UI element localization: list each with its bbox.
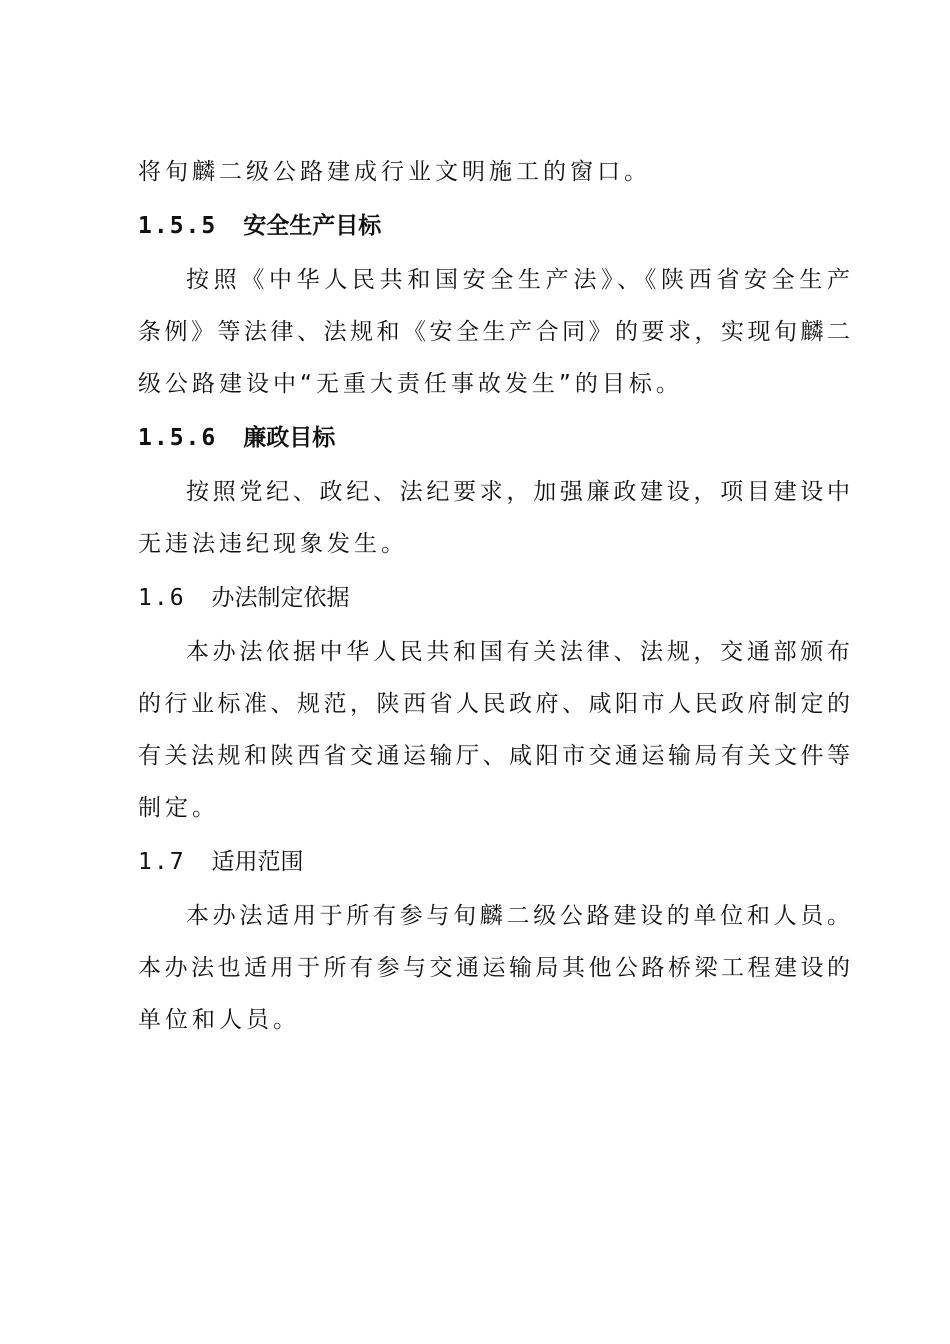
document-page bbox=[138, 146, 850, 1046]
section-heading-1-6 bbox=[138, 570, 850, 626]
paragraph-line: 本办法适用于所有参与旬麟二级公路建设的单位和人员。 bbox=[186, 903, 850, 929]
paragraph-line: 条例》等法律、法规和《安全生产合同》的要求，实现旬麟二 bbox=[138, 319, 850, 345]
section-heading-1-7 bbox=[138, 834, 850, 890]
paragraph-line: 本办法也适用于所有参与交通运输局其他公路桥梁工程建设的 bbox=[138, 955, 850, 981]
paragraph-line: 将旬麟二级公路建成行业文明施工的窗口。 bbox=[138, 159, 651, 185]
section-title: 安全生产目标 bbox=[243, 213, 382, 239]
section-heading-1-5-6 bbox=[138, 410, 850, 466]
paragraph-line: 按照党纪、政纪、法纪要求，加强廉政建设，项目建设中 bbox=[186, 479, 850, 505]
paragraph-line: 的行业标准、规范，陕西省人民政府、咸阳市人民政府制定的 bbox=[138, 691, 850, 717]
paragraph-line: 单位和人员。 bbox=[138, 1007, 300, 1033]
paragraph-line: 按照《中华人民共和国安全生产法》、《陕西省安全生产 bbox=[186, 267, 850, 293]
section-number: 1.5.6 bbox=[138, 425, 218, 451]
section-title: 适用范围 bbox=[211, 849, 304, 875]
paragraph-line: 无违法违纪现象发生。 bbox=[138, 531, 408, 557]
section-number: 1.6 bbox=[138, 585, 186, 611]
section-heading-1-5-5 bbox=[138, 198, 850, 254]
section-number: 1.7 bbox=[138, 849, 186, 875]
section-title: 廉政目标 bbox=[243, 425, 336, 451]
paragraph-line: 有关法规和陕西省交通运输厅、咸阳市交通运输局有关文件等 bbox=[138, 743, 850, 769]
paragraph-line: 制定。 bbox=[138, 795, 219, 821]
paragraph-line: 本办法依据中华人民共和国有关法律、法规，交通部颁布 bbox=[186, 639, 850, 665]
section-title: 办法制定依据 bbox=[211, 585, 350, 611]
paragraph-line: 级公路建设中“无重大责任事故发生”的目标。 bbox=[138, 371, 683, 397]
section-number: 1.5.5 bbox=[138, 213, 218, 239]
